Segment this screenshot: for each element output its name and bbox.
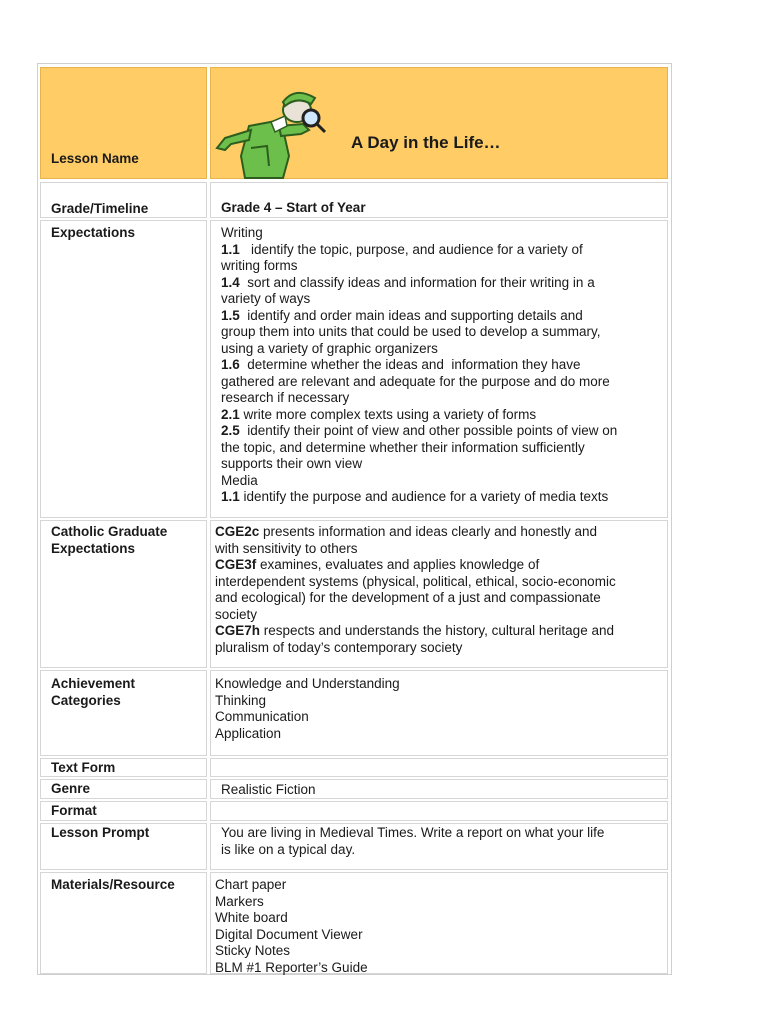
lesson-name-label: Lesson Name — [51, 151, 139, 166]
expectation-line-text: writing forms — [221, 258, 298, 273]
expectation-line-text: using a variety of graphic organizers — [221, 340, 438, 356]
achievement-label-line2: Categories — [51, 692, 121, 708]
expectation-line — [221, 258, 617, 275]
cge-line-text: respects and understands the history, cultural heritage and — [260, 623, 614, 638]
cge-line-text: presents information and ideas clearly and honestly and — [259, 524, 597, 539]
catholic-label — [51, 524, 167, 557]
expectation-line-text: variety of ways — [221, 291, 311, 306]
lesson-prompt-label-cell — [40, 823, 207, 870]
achievement-item: Knowledge and Understanding — [215, 676, 400, 691]
expectation-line-text: supports their own view — [221, 456, 363, 471]
cge-line — [215, 607, 616, 624]
expectations-content-cell — [210, 220, 668, 518]
expectation-line-code: 1.1 — [221, 241, 240, 257]
reporter-mascot-icon — [211, 86, 346, 181]
cge-line — [215, 623, 616, 640]
expectation-line-text: gathered are relevant and adequate for the purpose and do more — [221, 373, 610, 389]
expectation-line — [221, 291, 617, 308]
expectation-line-code: 2.5 — [221, 423, 240, 438]
materials-item: Chart paper — [215, 877, 287, 892]
expectation-line — [221, 407, 617, 424]
format-value-cell — [210, 801, 668, 821]
expectation-line-text: identify the topic, purpose, and audience for a variety of — [239, 241, 583, 257]
expectation-line — [221, 275, 617, 292]
expectation-line-text: research if necessary — [221, 390, 350, 405]
expectation-line — [221, 473, 617, 490]
cge-line-text: interdependent systems (physical, political, ethical, socio-economic — [215, 573, 616, 589]
lesson-plan-table — [37, 63, 672, 975]
expectations-list — [221, 225, 617, 506]
cge-line — [215, 524, 616, 541]
expectation-line — [221, 308, 617, 325]
lesson-prompt-line2: is like on a typical day. — [221, 841, 356, 857]
grade-value-cell — [210, 182, 668, 218]
materials-item: Markers — [215, 893, 264, 909]
expectation-line-code: 1.5 — [221, 307, 240, 323]
expectation-line — [221, 440, 617, 457]
catholic-label-line2: Expectations — [51, 540, 136, 556]
grade-value: Grade 4 – Start of Year — [221, 200, 366, 215]
expectation-line — [221, 423, 617, 440]
expectation-line-code: 1.6 — [221, 357, 240, 372]
catholic-label-line1: Catholic Graduate — [51, 524, 168, 539]
grade-label: Grade/Timeline — [51, 201, 149, 216]
achievement-content-cell — [210, 670, 668, 756]
genre-value-cell — [210, 779, 668, 799]
grade-label-cell — [40, 182, 207, 218]
cge-line — [215, 541, 616, 558]
expectation-line — [221, 456, 617, 473]
cge-line-text: pluralism of today’s contemporary society — [215, 639, 463, 655]
cge-line-text: examines, evaluates and applies knowledge of — [256, 557, 540, 572]
cge-line — [215, 640, 616, 657]
expectation-line-text: Writing — [221, 225, 263, 240]
achievement-item: Application — [215, 725, 282, 741]
cge-line-text: society — [215, 606, 258, 622]
genre-label: Genre — [51, 781, 91, 796]
materials-content-cell — [210, 872, 668, 974]
expectation-line-text: identify and order main ideas and supporting details and — [239, 307, 583, 323]
lesson-prompt-line1: You are living in Medieval Times. Write a report on what your life — [221, 825, 605, 840]
expectation-line-text: determine whether the ideas and information they have — [239, 357, 581, 372]
expectation-line-text: the topic, and determine whether their information sufficiently — [221, 439, 585, 455]
expectation-line — [221, 242, 617, 259]
text-form-label: Text Form — [51, 760, 116, 775]
achievement-label-cell — [40, 670, 207, 756]
catholic-label-cell — [40, 520, 207, 668]
expectation-line — [221, 357, 617, 374]
materials-label: Materials/Resource — [51, 877, 175, 892]
cge-line — [215, 557, 616, 574]
expectation-line-text: sort and classify ideas and information for their writing in a — [239, 274, 595, 290]
catholic-content-cell — [210, 520, 668, 668]
expectation-line-text: write more complex texts using a variety of forms — [239, 406, 537, 422]
achievement-list — [215, 676, 400, 742]
materials-item: Sticky Notes — [215, 943, 291, 958]
format-label-cell — [40, 801, 207, 821]
expectations-label: Expectations — [51, 225, 136, 240]
expectation-line-text: group them into units that could be used to develop a summary, — [221, 324, 601, 339]
expectation-line-code: 1.4 — [221, 274, 240, 290]
expectation-line — [221, 225, 617, 242]
expectation-line-text: identify their point of view and other possible points of view on — [239, 423, 618, 438]
catholic-expectations-list — [215, 524, 616, 656]
materials-item: BLM #1 Reporter’s Guide — [215, 959, 368, 975]
lesson-name-label-cell — [40, 67, 207, 179]
cge-line — [215, 590, 616, 607]
lesson-title-cell — [210, 67, 668, 179]
achievement-item: Thinking — [215, 692, 267, 708]
expectations-label-cell — [40, 220, 207, 518]
materials-list — [215, 877, 368, 976]
lesson-prompt-label: Lesson Prompt — [51, 825, 150, 840]
expectation-line — [221, 390, 617, 407]
materials-item: White board — [215, 910, 288, 925]
achievement-label-line1: Achievement — [51, 676, 136, 691]
genre-label-cell — [40, 779, 207, 799]
achievement-item: Communication — [215, 709, 309, 724]
format-label: Format — [51, 803, 97, 818]
expectation-line — [221, 374, 617, 391]
expectation-line-text: Media — [221, 472, 258, 488]
expectation-line — [221, 324, 617, 341]
text-form-value-cell — [210, 758, 668, 777]
genre-value: Realistic Fiction — [221, 782, 316, 797]
expectation-line-code: 2.1 — [221, 406, 240, 422]
expectation-line-code: 1.1 — [221, 489, 240, 504]
expectation-line-text: identify the purpose and audience for a variety of media texts — [239, 489, 609, 504]
cge-line-text: with sensitivity to others — [215, 540, 358, 556]
text-form-label-cell — [40, 758, 207, 777]
expectation-line — [221, 341, 617, 358]
cge-line-code: CGE3f — [215, 557, 257, 572]
expectation-line — [221, 489, 617, 506]
materials-item: Digital Document Viewer — [215, 926, 363, 942]
materials-label-cell — [40, 872, 207, 974]
lesson-prompt-text — [221, 825, 604, 858]
cge-line — [215, 574, 616, 591]
lesson-prompt-content-cell — [210, 823, 668, 870]
cge-line-code: CGE2c — [215, 524, 260, 539]
lesson-title: A Day in the Life… — [351, 133, 501, 152]
cge-line-code: CGE7h — [215, 623, 261, 638]
cge-line-text: and ecological) for the development of a just and compassionate — [215, 590, 601, 605]
achievement-label — [51, 676, 135, 709]
